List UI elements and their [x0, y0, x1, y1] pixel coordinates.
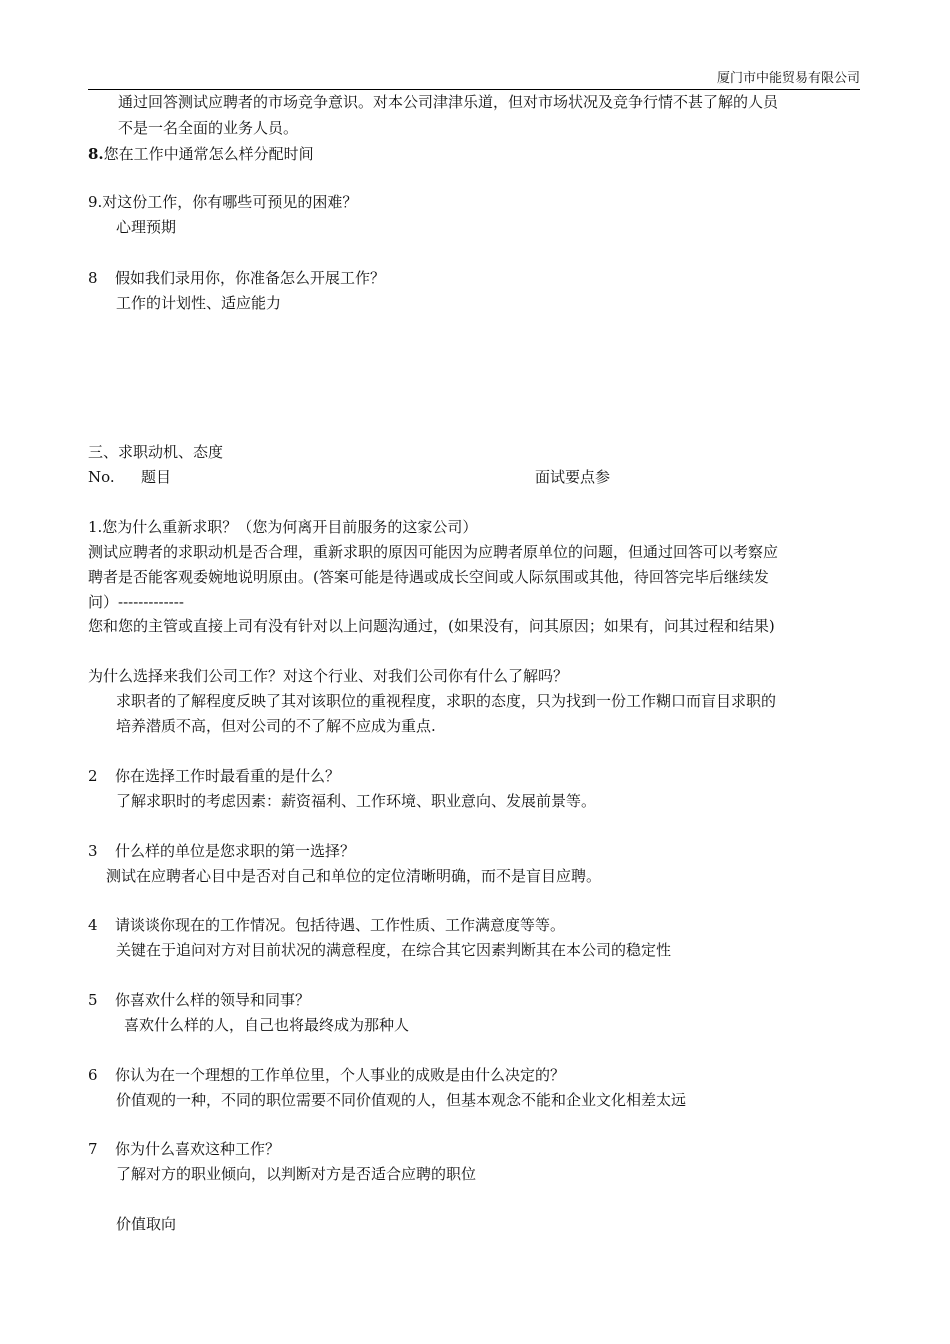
question-text: 假如我们录用你，你准备怎么开展工作？	[115, 269, 386, 287]
answer-why-line: 求职者的了解程度反映了其对该职位的重视程度，求职的态度，只为找到一份工作糊口而盲目求职的	[116, 692, 777, 710]
answer-1-line: 聘者是否能客观委婉地说明原由。(答案可能是待遇或成长空间或人际氛围或其他，待回答完毕后继续发	[88, 568, 769, 586]
question-6	[88, 1064, 868, 1086]
question-number: 3	[88, 842, 98, 860]
question-text: 你喜欢什么样的领导和同事？	[115, 991, 311, 1009]
answer-7-extra: 价值取向	[116, 1215, 177, 1233]
question-1: 1.您为什么重新求职？（您为何离开目前服务的这家公司）	[88, 518, 478, 536]
column-header-title: 题目	[141, 468, 172, 486]
question-7	[88, 1138, 868, 1160]
question-8a	[88, 143, 868, 165]
section-heading: 三、求职动机、态度	[88, 443, 224, 461]
question-3	[88, 840, 868, 862]
page-header	[88, 70, 860, 90]
question-4	[88, 914, 868, 936]
question-number: 4	[88, 916, 98, 934]
question-9: 9.对这份工作，你有哪些可预见的困难？	[88, 193, 358, 211]
question-number: 8.	[88, 145, 104, 163]
question-number: 5	[88, 991, 98, 1009]
question-number: 6	[88, 1066, 98, 1084]
answer-8b: 工作的计划性、适应能力	[116, 294, 282, 312]
question-text: 你在选择工作时最看重的是什么？	[115, 767, 341, 785]
question-8b	[88, 267, 868, 289]
company-name: 厦门市中能贸易有限公司	[716, 71, 860, 86]
answer-why-line: 培养潜质不高，但对公司的不了解不应成为重点.	[116, 717, 436, 735]
answer-1-line: 您和您的主管或直接上司有没有针对以上问题沟通过，(如果没有，问其原因；如果有，问其过程和结果)	[88, 617, 775, 635]
answer-1-line: 问）-------------	[88, 593, 184, 611]
question-5	[88, 989, 868, 1011]
question-2	[88, 765, 868, 787]
paragraph-line: 不是一名全面的业务人员。	[118, 119, 299, 137]
answer-3: 测试在应聘者心目中是否对自己和单位的定位清晰明确，而不是盲目应聘。	[106, 867, 602, 885]
question-text: 什么样的单位是您求职的第一选择？	[115, 842, 356, 860]
table-header-row	[88, 466, 868, 488]
question-text: 你为什么喜欢这种工作？	[115, 1140, 281, 1158]
paragraph-line: 通过回答测试应聘者的市场竞争意识。对本公司津津乐道，但对市场状况及竞争行情不甚了解的人员	[118, 93, 779, 111]
question-text: 你认为在一个理想的工作单位里，个人事业的成败是由什么决定的？	[115, 1066, 566, 1084]
answer-1-line: 测试应聘者的求职动机是否合理，重新求职的原因可能因为应聘者原单位的问题，但通过回答可以考察应	[88, 543, 779, 561]
question-why: 为什么选择来我们公司工作？对这个行业、对我们公司你有什么了解吗？	[88, 667, 569, 685]
question-text: 请谈谈你现在的工作情况。包括待遇、工作性质、工作满意度等等。	[115, 916, 566, 934]
question-text: 您在工作中通常怎么样分配时间	[103, 145, 314, 163]
column-header-points: 面试要点参	[535, 468, 611, 486]
column-header-no: No.	[88, 468, 115, 486]
answer-4: 关键在于追问对方对目前状况的满意程度，在综合其它因素判断其在本公司的稳定性	[116, 941, 672, 959]
question-number: 8	[88, 269, 98, 287]
question-number: 2	[88, 767, 98, 785]
answer-7: 了解对方的职业倾向，以判断对方是否适合应聘的职位	[116, 1165, 477, 1183]
answer-6: 价值观的一种，不同的职位需要不同价值观的人，但基本观念不能和企业文化相差太远	[116, 1091, 687, 1109]
question-number: 7	[88, 1140, 98, 1158]
answer-2: 了解求职时的考虑因素：薪资福利、工作环境、职业意向、发展前景等。	[116, 792, 597, 810]
answer-9: 心理预期	[116, 218, 177, 236]
answer-5: 喜欢什么样的人，自己也将最终成为那种人	[124, 1016, 410, 1034]
